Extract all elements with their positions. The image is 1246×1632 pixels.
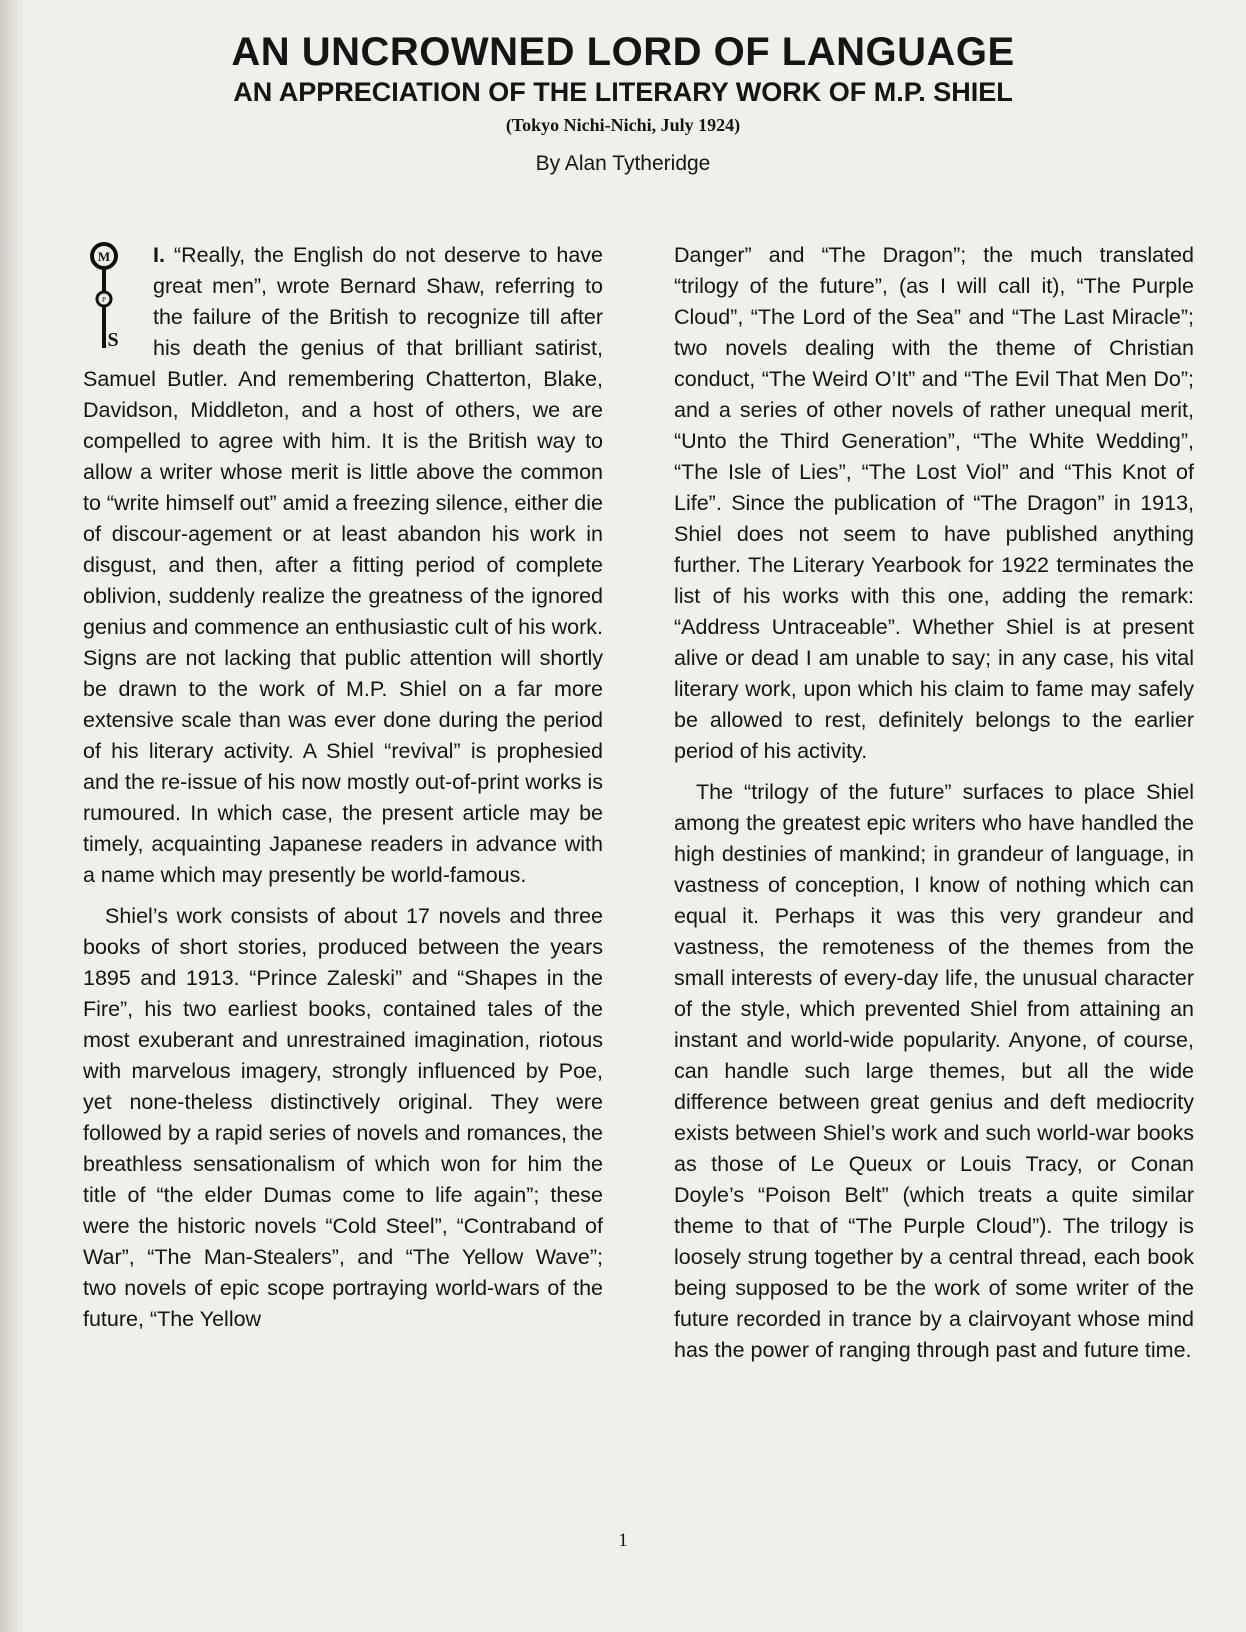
binding-shadow (0, 0, 22, 1632)
article-title: AN UNCROWNED LORD OF LANGUAGE (231, 30, 1015, 74)
article-subtitle: AN APPRECIATION OF THE LITERARY WORK OF M.P. SHIEL (233, 77, 1013, 107)
page-number: 1 (618, 1530, 628, 1551)
article-byline: By Alan Tytheridge (535, 152, 711, 175)
paragraph-1 (83, 240, 603, 891)
left-column (83, 240, 603, 1345)
article-header (0, 30, 1246, 178)
paragraph-1-text: “Really, the English do not deserve to have great men”, wrote Bernard Shaw, referring to the failure of the British to recognize till after his death the genius of that brilliant satirist, Samuel Butler. And remembering Chatterton, Blake, Davidson, Middleton, and a host of others, we are compelled to agree with him. It is the British way to allow a writer whose merit is little above the common to “write himself out” amid a freezing silence, either die of discour-agement or at least abandon his work in disgust, and then, after a fitting period of complete oblivion, suddenly realize the greatness of the ignored genius and commence an enthusiastic cult of his work. Signs are not lacking that public attention will shortly be drawn to the work of M.P. Shiel on a far more extensive scale than was ever done during the period of his literary activity. A Shiel “revival” is prophesied and the re-issue of his now mostly out-of-print works is rumoured. In which case, the present article may be timely, acquainting Japanese readers in advance with a name which may presently be world-famous. (83, 243, 604, 887)
paragraph-3: Danger” and “The Dragon”; the much translated “trilogy of the future”, (as I will call it), “The Purple Cloud”, “The Lord of the Sea” and “The Last Miracle”; two novels dealing with the theme of Christian conduct, “The Weird O’It” and “The Evil That Men Do”; and a series of other novels of rather unequal merit, “Unto the Third Generation”, “The White Wedding”, “The Isle of Lies”, “The Lost Viol” and “This Knot of Life”. Since the publication of “The Dragon” in 1913, Shiel does not seem to have published anything further. The Literary Yearbook for 1922 terminates the list of his works with this one, adding the remark: “Address Untraceable”. Whether Shiel is at present alive or dead I am unable to say; in any case, his vital literary work, upon which his claim to fame may safely be allowed to rest, definitely belongs to the earlier period of his activity. (674, 243, 1194, 763)
key-monogram-icon (83, 242, 125, 352)
svg-text:M: M (97, 249, 111, 264)
paragraph-2: Shiel’s work consists of about 17 novels and three books of short stories, produced between the years 1895 and 1913. “Prince Zaleski” and “Shapes in the Fire”, his two earliest books, contained tales of the most exuberant and unrestrained imagination, riotous with marvelous imagery, strongly influenced by Poe, yet none-theless distinctively original. They were followed by a rapid series of novels and romances, the breathless sensationalism of which won for him the title of “the elder Dumas come to life again”; these were the historic novels “Cold Steel”, “Contraband of War”, “The Man-Stealers”, and “The Yellow Wave”; two novels of epic scope portraying world-wars of the future, “The Yellow (83, 904, 603, 1331)
article-source: (Tokyo Nichi-Nichi, July 1924) (505, 115, 741, 135)
svg-text:S: S (107, 329, 119, 351)
right-column (674, 240, 1194, 1376)
svg-text:P: P (102, 296, 106, 304)
paragraph-4: The “trilogy of the future” surfaces to place Shiel among the greatest epic writers who have handled the high destinies of mankind; in grandeur of language, in vastness of conception, I know of nothing which can equal it. Perhaps it was this very grandeur and vastness, the remoteness of the themes from the small interests of every-day life, the unusual character of the style, which prevented Shiel from attaining an instant and world-wide popularity. Anyone, of course, can handle such large themes, but all the wide difference between great genius and deft mediocrity exists between Shiel’s work and such world-war books as those of Le Queux or Louis Tracy, or Conan Doyle’s “Poison Belt” (which treats a quite similar theme to that of “The Purple Cloud”). The trilogy is loosely strung together by a central thread, each book being supposed to be the work of some writer of the future recorded in trance by a clairvoyant whose mind has the power of ranging through past and future time. (674, 780, 1194, 1362)
section-number: I. (153, 243, 165, 267)
